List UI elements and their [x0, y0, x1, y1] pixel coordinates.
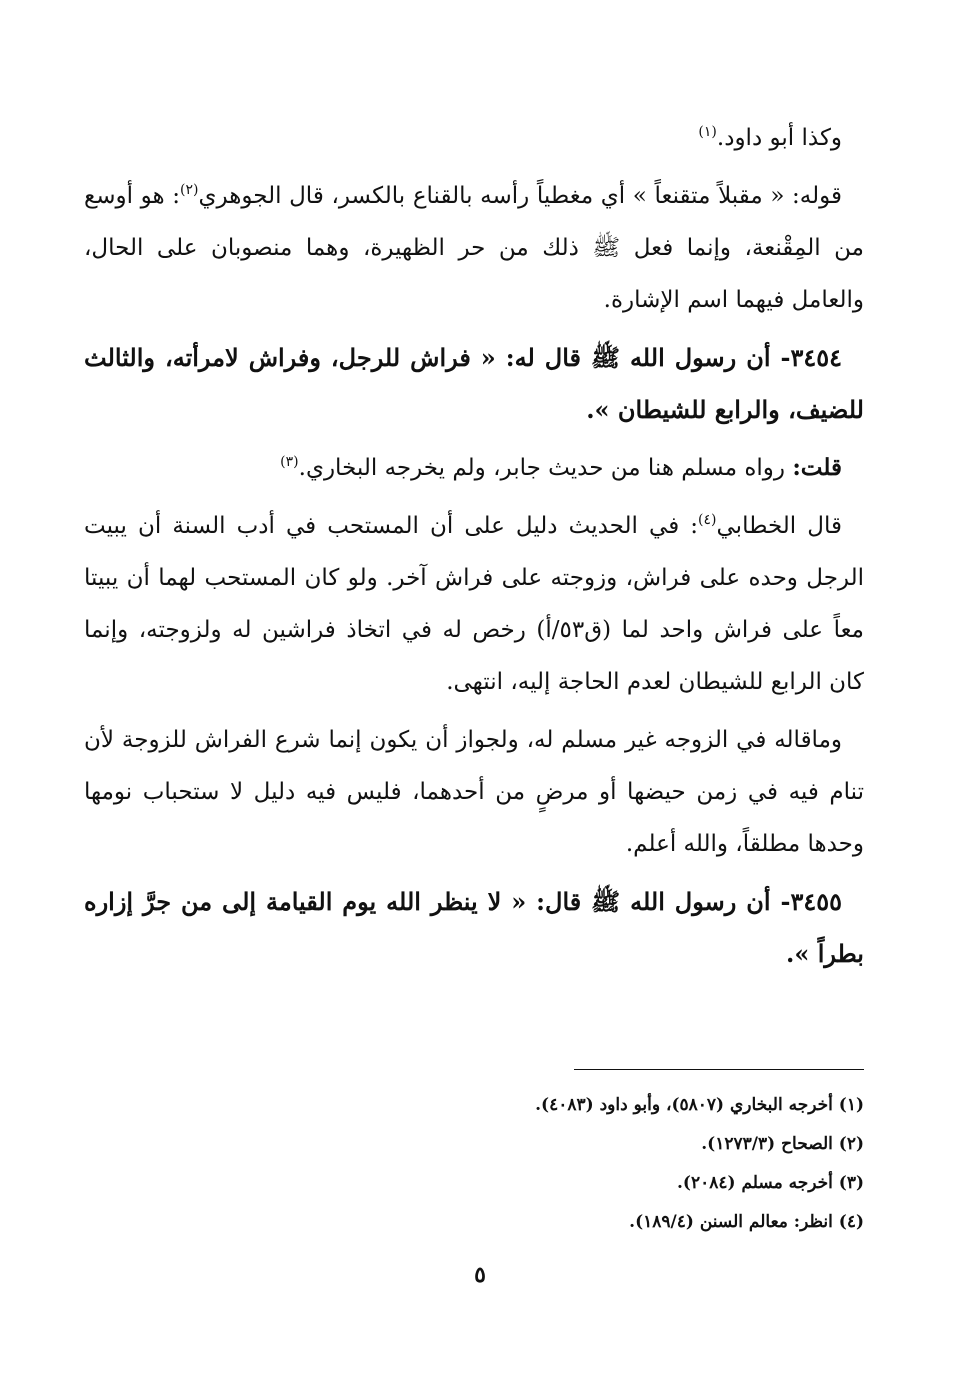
footnote-3: (٣) أخرجه مسلم (٢٠٨٤).: [677, 1173, 864, 1193]
paragraph-5-text-b: : في الحديث دليل على أن المستحب في أدب السنة أن يبيت الرجل وحده على فراش، وزوجته على فراش آخر. ولو كان المستحب لهما أن يبيتا معاً على فراش واحد لما (ق٥٣/أ) رخص له في اتخاذ فراشين له ولزوجته، وإنما كان الرابع للشيطان لعدم الحاجة إليه، انتهى.: [84, 513, 864, 695]
footnote-ref-4: (٤): [698, 512, 717, 528]
paragraph-5: [84, 500, 864, 708]
footnote-ref-2: (٢): [180, 182, 199, 198]
footnote-divider: [574, 1069, 864, 1070]
paragraph-2: [84, 170, 864, 326]
footnote-4: (٤) انظر: معالم السنن (١٨٩/٤).: [629, 1212, 864, 1232]
paragraph-5-text-a: قال الخطابي: [716, 513, 842, 539]
footnote-2: (٢) الصحاح (١٢٧٣/٣).: [701, 1134, 864, 1154]
paragraph-4: [84, 442, 864, 494]
main-text: [84, 112, 864, 986]
paragraph-2-text-a: قوله: « مقبلاً متقنعاً » أي مغطياً رأسه بالقناع بالكسر، قال الجوهري: [198, 183, 842, 209]
hadith-3454: ٣٤٥٤- أن رسول الله ﷺ قال له: « فراش للرجل، وفراش لامرأته، والثالث للضيف، والرابع للشيطان ».: [84, 343, 864, 424]
paragraph-1: [84, 112, 864, 164]
hadith-3455: ٣٤٥٥- أن رسول الله ﷺ قال: « لا ينظر الله يوم القيامة إلى من جرَّ إزاره بطراً ».: [84, 887, 864, 968]
footnote-ref-1: (١): [698, 124, 717, 140]
footnote-1: (١) أخرجه البخاري (٥٨٠٧)، وأبو داود (٤٠٨٣).: [535, 1095, 864, 1115]
footnote-ref-3: (٣): [280, 454, 299, 470]
paragraph-1-text: وكذا أبو داود.: [716, 125, 842, 151]
qultu-label: قلت:: [792, 454, 842, 481]
footnotes: [84, 1086, 864, 1242]
paragraph-4-text: رواه مسلم هنا من حديث جابر، ولم يخرجه البخاري.: [298, 455, 793, 481]
paragraph-2-text-b: : هو أوسع من المِقْنعة، وإنما فعل ﷺ ذلك من حر الظهيرة، وهما منصوبان على الحال، والعامل فيهما اسم الإشارة.: [84, 183, 864, 313]
paragraph-6: وماقاله في الزوجه غير مسلم له، ولجواز أن يكون إنما شرع الفراش للزوجة لأن تنام فيه في زمن حيضها أو مرضٍ من أحدهما، فليس فيه دليل لا ستحباب نومها وحدها مطلقاً، والله أعلم.: [84, 727, 864, 857]
page-number: ٥: [474, 1262, 486, 1288]
